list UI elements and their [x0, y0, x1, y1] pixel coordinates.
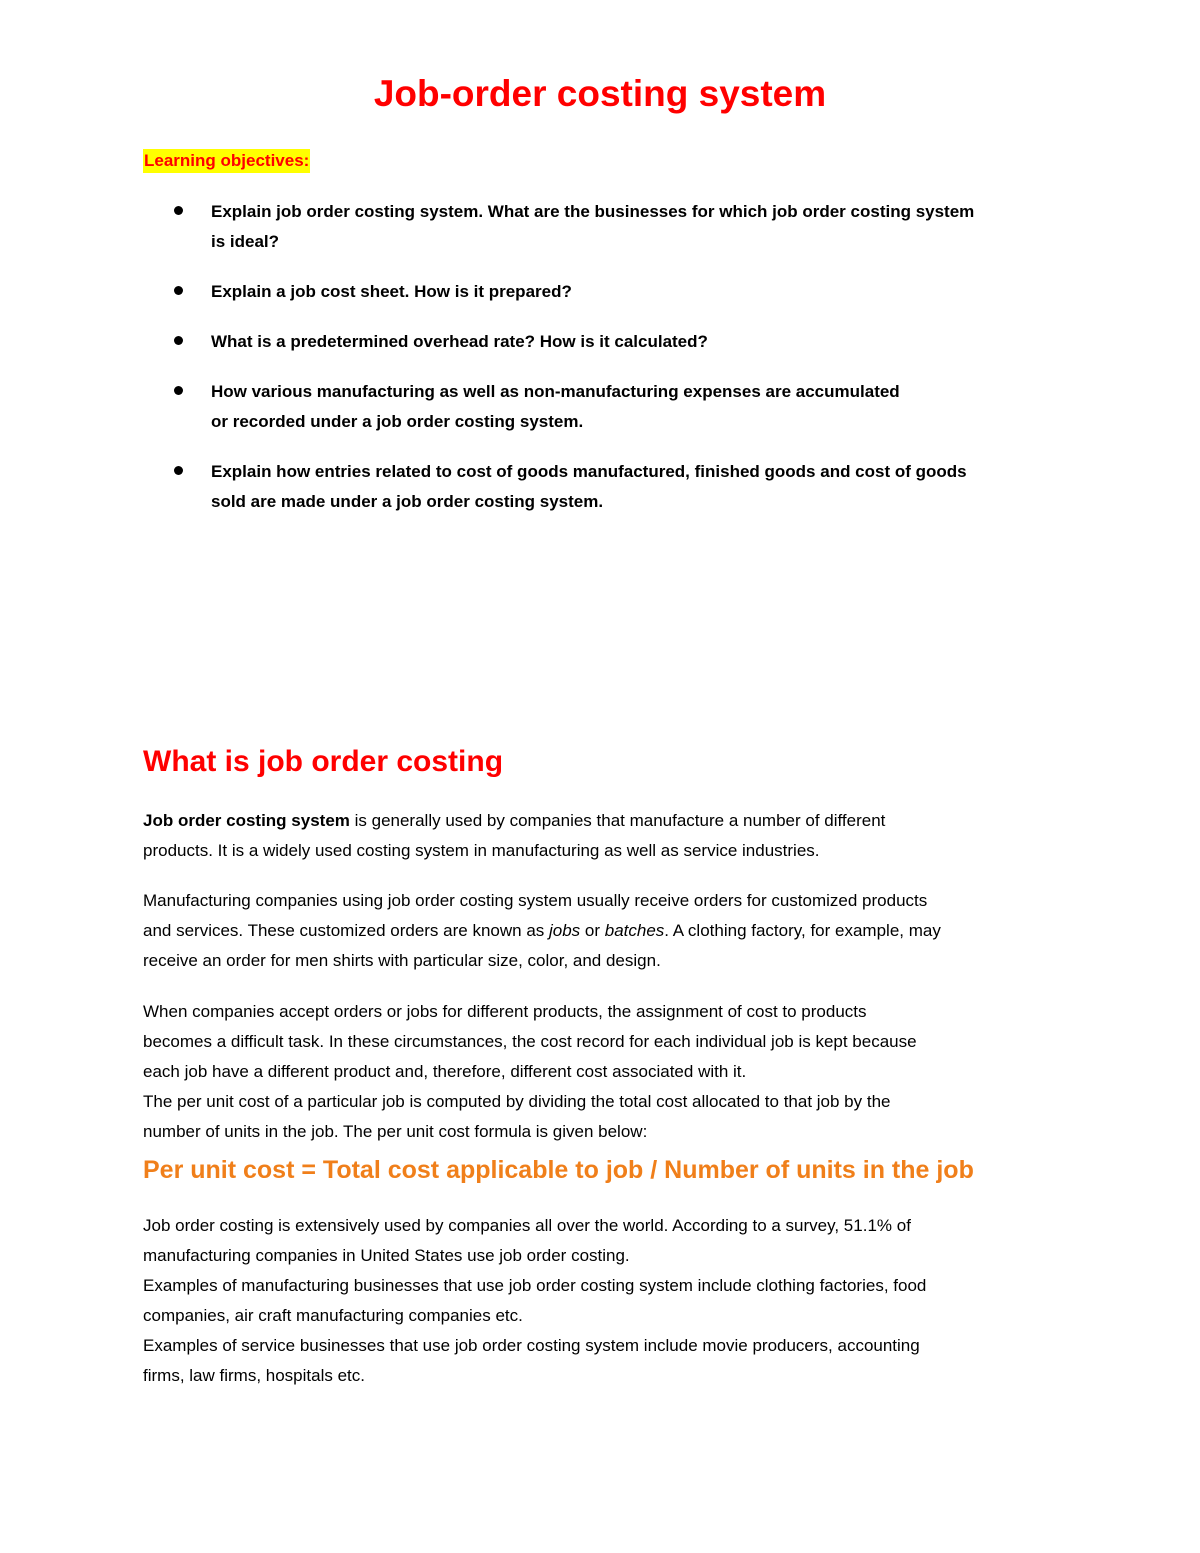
per-unit-cost-formula: Per unit cost = Total cost applicable to job / Number of units in the job: [143, 1156, 974, 1184]
objective-item: [0, 457, 1200, 517]
paragraph-text: is generally used by companies that manufacture a number of different: [349, 811, 886, 830]
objective-line: Explain how entries related to cost of goods manufactured, finished goods and cost of goods: [211, 462, 967, 481]
paragraph-text: number of units in the job. The per unit cost formula is given below:: [143, 1122, 648, 1141]
objective-item: [0, 377, 1200, 437]
bullet-icon: [174, 466, 183, 475]
paragraph-text: becomes a difficult task. In these circumstances, the cost record for each individual job is kept because: [143, 1032, 917, 1051]
section-heading: What is job order costing: [143, 745, 504, 778]
bullet-icon: [174, 206, 183, 215]
paragraph-text: Examples of service businesses that use job order costing system include movie producers, accounting: [143, 1336, 920, 1355]
term-italic: batches: [604, 921, 665, 940]
bullet-icon: [174, 286, 183, 295]
bullet-icon: [174, 386, 183, 395]
paragraph-text: Manufacturing companies using job order costing system usually receive orders for customized products: [143, 891, 928, 910]
objective-item: [0, 327, 1200, 357]
objective-line: Explain a job cost sheet. How is it prepared?: [211, 282, 572, 301]
paragraph-text: or: [580, 921, 605, 940]
paragraph-text: The per unit cost of a particular job is computed by dividing the total cost allocated to that job by the: [143, 1092, 891, 1111]
objective-line: What is a predetermined overhead rate? How is it calculated?: [211, 332, 708, 351]
paragraph-cost-assignment: [143, 997, 1063, 1147]
paragraph-text: receive an order for men shirts with particular size, color, and design.: [143, 951, 661, 970]
paragraph-text: . A clothing factory, for example, may: [664, 921, 941, 940]
paragraph-usage-examples: [143, 1211, 1063, 1391]
objective-line: is ideal?: [211, 232, 280, 251]
learning-objectives-label: Learning objectives:: [143, 149, 310, 173]
paragraph-text: companies, air craft manufacturing companies etc.: [143, 1306, 523, 1325]
objective-item: [0, 277, 1200, 307]
term-italic: jobs: [549, 921, 581, 940]
objective-line: How various manufacturing as well as non-manufacturing expenses are accumulated: [211, 382, 900, 401]
paragraph-text: products. It is a widely used costing system in manufacturing as well as service industries.: [143, 841, 820, 860]
bullet-icon: [174, 336, 183, 345]
paragraph-text: Examples of manufacturing businesses that use job order costing system include clothing factories, food: [143, 1276, 927, 1295]
paragraph-text: manufacturing companies in United States use job order costing.: [143, 1246, 630, 1265]
term-bold: Job order costing system: [143, 811, 350, 830]
learning-objectives-list: [0, 197, 1200, 537]
objective-line: sold are made under a job order costing system.: [211, 492, 604, 511]
objective-line: or recorded under a job order costing system.: [211, 412, 584, 431]
document-title: Job-order costing system: [373, 73, 827, 114]
objective-line: Explain job order costing system. What are the businesses for which job order costing system: [211, 202, 975, 221]
paragraph-text: Job order costing is extensively used by companies all over the world. According to a survey, 51.1% of: [143, 1216, 911, 1235]
paragraph-manufacturing: [143, 886, 1063, 976]
paragraph-text: each job have a different product and, therefore, different cost associated with it.: [143, 1062, 747, 1081]
paragraph-definition: [143, 806, 1063, 866]
paragraph-text: and services. These customized orders are known as: [143, 921, 549, 940]
paragraph-text: When companies accept orders or jobs for different products, the assignment of cost to products: [143, 1002, 867, 1021]
objective-item: [0, 197, 1200, 257]
paragraph-text: firms, law firms, hospitals etc.: [143, 1366, 365, 1385]
